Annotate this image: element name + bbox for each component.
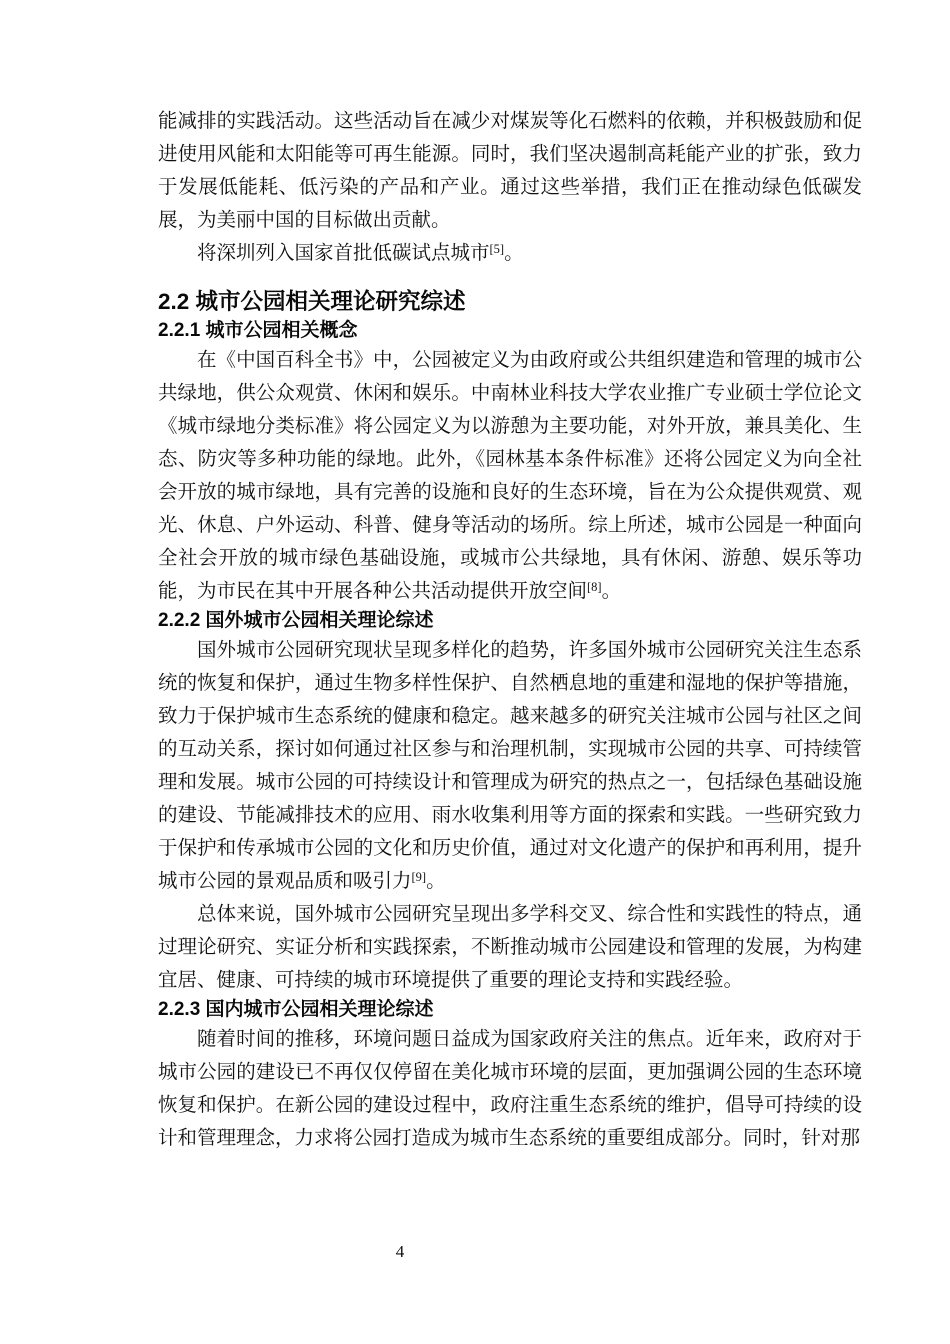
citation-ref-9: [9] xyxy=(411,870,427,884)
page-number: 4 xyxy=(395,1242,405,1261)
paragraph-domestic-research: 随着时间的推移，环境问题日益成为国家政府关注的焦点。近年来，政府对于城市公园的建设已不再仅仅停留在美化城市环境的层面，更加强调公园的生态环境恢复和保护。在新公园的建设过程中，政府注重生态系统的维护，倡导可持续的设计和管理理念，力求将公园打造成为城市生态系统的重要组成部分。同时，针对那 xyxy=(158,1029,862,1149)
paragraph-park-concepts-text: 在《中国百科全书》中，公园被定义为由政府或公共组织建造和管理的城市公共绿地，供公众观赏、休闲和娱乐。中南林业科技大学农业推广专业硕士学位论文《城市绿地分类标准》将公园定义为以游憩为主要功能，对外开放，兼具美化、生态、防灾等多种功能的绿地。此外，《园林基本条件标准》还将公园定义为向全社会开放的城市绿地，具有完善的设施和良好的生态环境，旨在为公众提供观赏、观光、休息、户外运动、科普、健身等活动的场所。综上所述，城市公园是一种面向全社会开放的城市绿色基础设施，或城市公共绿地，具有休闲、游憩、娱乐等功能，为市民在其中开展各种公共活动提供开放空间 xyxy=(158,350,862,602)
section-heading-2-2: 2.2 城市公园相关理论研究综述 xyxy=(158,289,466,314)
citation-ref-5: [5] xyxy=(489,242,505,256)
paragraph-foreign-summary: 总体来说，国外城市公园研究呈现出多学科交叉、综合性和实践性的特点，通过理论研究、实证分析和实践探索，不断推动城市公园建设和管理的发展，为构建宜居、健康、可持续的城市环境提供了重要的理论支持和实践经验。 xyxy=(158,904,862,991)
section-heading-2-2-3: 2.2.3 国内城市公园相关理论综述 xyxy=(158,999,434,1020)
paragraph-shenzhen-pilot xyxy=(158,237,862,270)
section-heading-2-2-2: 2.2.2 国外城市公园相关理论综述 xyxy=(158,610,434,631)
paragraph-park-concepts xyxy=(158,344,862,608)
paragraph-shenzhen-tail: 。 xyxy=(504,243,524,264)
citation-ref-8: [8] xyxy=(587,580,602,594)
page-content xyxy=(158,105,862,1155)
section-heading-2-2-1: 2.2.1 城市公园相关概念 xyxy=(158,320,358,341)
paragraph-foreign-research-tail: 。 xyxy=(426,871,446,892)
paragraph-low-carbon-carryover: 能减排的实践活动。这些活动旨在减少对煤炭等化石燃料的依赖，并积极鼓励和促进使用风能和太阳能等可再生能源。同时，我们坚决遏制高耗能产业的扩张，致力于发展低能耗、低污染的产品和产业。通过这些举措，我们正在推动绿色低碳发展，为美丽中国的目标做出贡献。 xyxy=(158,111,862,231)
paragraph-shenzhen-text: 将深圳列入国家首批低碳试点城市 xyxy=(197,243,490,264)
paragraph-foreign-research-text: 国外城市公园研究现状呈现多样化的趋势，许多国外城市公园研究关注生态系统的恢复和保护，通过生物多样性保护、自然栖息地的重建和湿地的保护等措施，致力于保护城市生态系统的健康和稳定。越来越多的研究关注城市公园与社区之间的互动关系，探讨如何通过社区参与和治理机制，实现城市公园的共享、可持续管理和发展。城市公园的可持续设计和管理成为研究的热点之一，包括绿色基础设施的建设、节能减排技术的应用、雨水收集利用等方面的探索和实践。一些研究致力于保护和传承城市公园的文化和历史价值，通过对文化遗产的保护和再利用，提升城市公园的景观品质和吸引力 xyxy=(158,640,862,892)
paragraph-park-concepts-tail: 。 xyxy=(601,581,622,602)
paragraph-foreign-research xyxy=(158,634,862,898)
